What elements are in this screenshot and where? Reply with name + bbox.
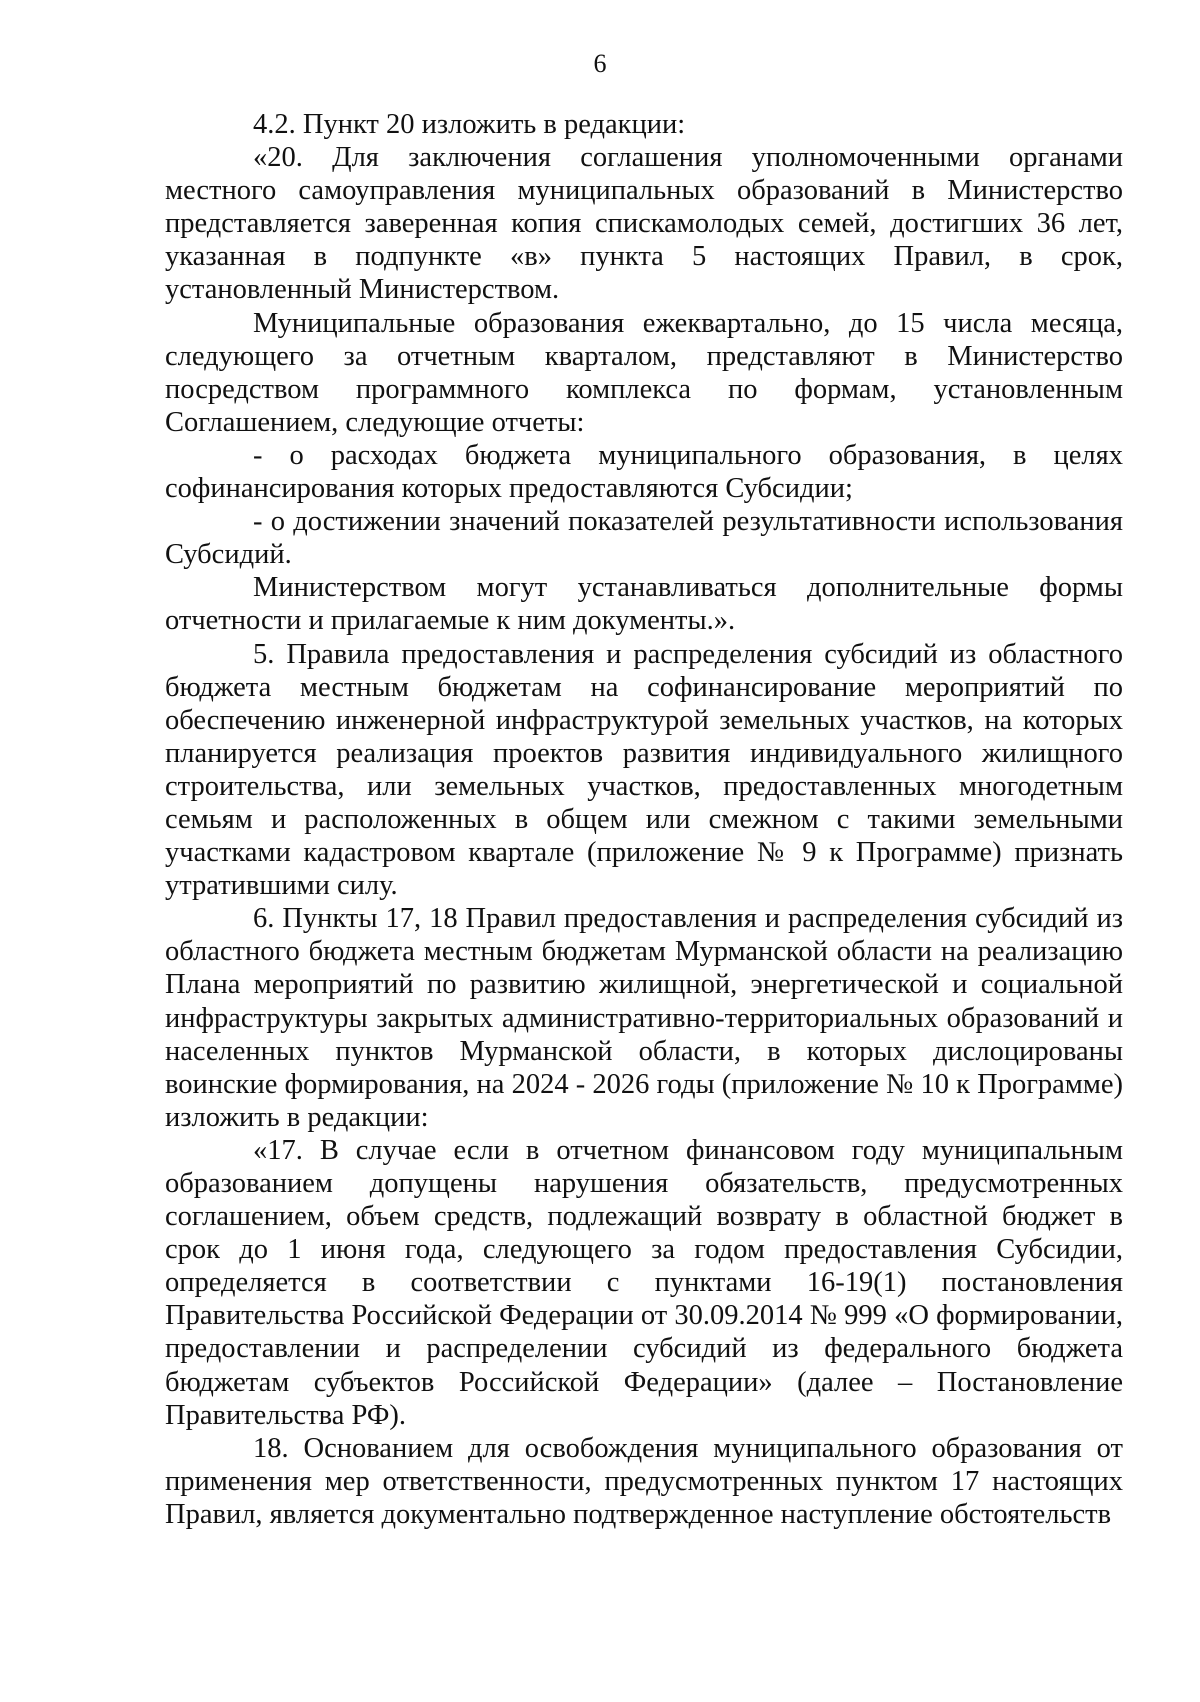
paragraph-quarterly-reports: Муниципальные образования ежеквартально, до 15 числа месяца, следующего за отчетным кварталом, представляют в Министерство посредством программного комплекса по формам, установленным Соглашением, следующие отчеты: bbox=[165, 307, 1123, 438]
paragraph-4-2-heading: 4.2. Пункт 20 изложить в редакции: bbox=[253, 109, 686, 140]
document-body bbox=[165, 108, 1123, 1531]
paragraph-additional-forms: Министерством могут устанавливаться дополнительные формы отчетности и прилагаемые к ним документы.». bbox=[165, 572, 1123, 637]
paragraph-item-17: «17. В случае если в отчетном финансовом году муниципальным образованием допущены нарушения обязательств, предусмотренных соглашением, объем средств, подлежащий возврату в областной бюджет в срок до 1 июня года, следующего за годом предоставления Субсидии, определяется в соответствии с пунктами 16-19(1) постановления Правительства Российской Федерации от 30.09.2014 № 999 «О формировании, предоставлении и распределении субсидий из федерального бюджета бюджетам субъектов Российской Федерации» (далее – Постановление Правительства РФ). bbox=[165, 1134, 1123, 1431]
list-item-budget-expenses: - о расходах бюджета муниципального образования, в целях софинансирования которых предоставляются Субсидии; bbox=[165, 439, 1123, 505]
paragraph-item-20: «20. Для заключения соглашения уполномоченными органами местного самоуправления муниципальных образований в Министерство представляется заверенная копия спискамолодых семей, достигших 36 лет, указанная в подпункте «в» пункта 5 настоящих Правил, в срок, установленный Министерством. bbox=[165, 142, 1123, 306]
paragraph-6-items-17-18: 6. Пункты 17, 18 Правил предоставления и распределения субсидий из областного бюджета местным бюджетам Мурманской области на реализацию Плана мероприятий по развитию жилищной, энергетической и социальной инфраструктуры закрытых административно-территориальных образований и населенных пунктов Мурманской области, в которых дислоцированы воинские формирования, на 2024 - 2026 годы (приложение № 10 к Программе) изложить в редакции: bbox=[165, 903, 1123, 1133]
page-number: 6 bbox=[593, 49, 607, 78]
paragraph-5-rules-repealed: 5. Правила предоставления и распределения субсидий из областного бюджета местным бюджетам на софинансирование мероприятий по обеспечению инженерной инфраструктурой земельных участков, на которых планируется реализация проектов развития индивидуального жилищного строительства, или земельных участков, предоставленных многодетным семьям и расположенных в общем или смежном с такими земельными участками кадастровом квартале (приложение № 9 к Программе) признать утратившими силу. bbox=[165, 638, 1123, 902]
paragraph-item-18: 18. Основанием для освобождения муниципального образования от применения мер ответственности, предусмотренных пунктом 17 настоящих Правил, является документально подтвержденное наступление обстоятельств bbox=[165, 1432, 1123, 1530]
list-item-performance-indicators: - о достижении значений показателей результативности использования Субсидий. bbox=[165, 506, 1123, 571]
